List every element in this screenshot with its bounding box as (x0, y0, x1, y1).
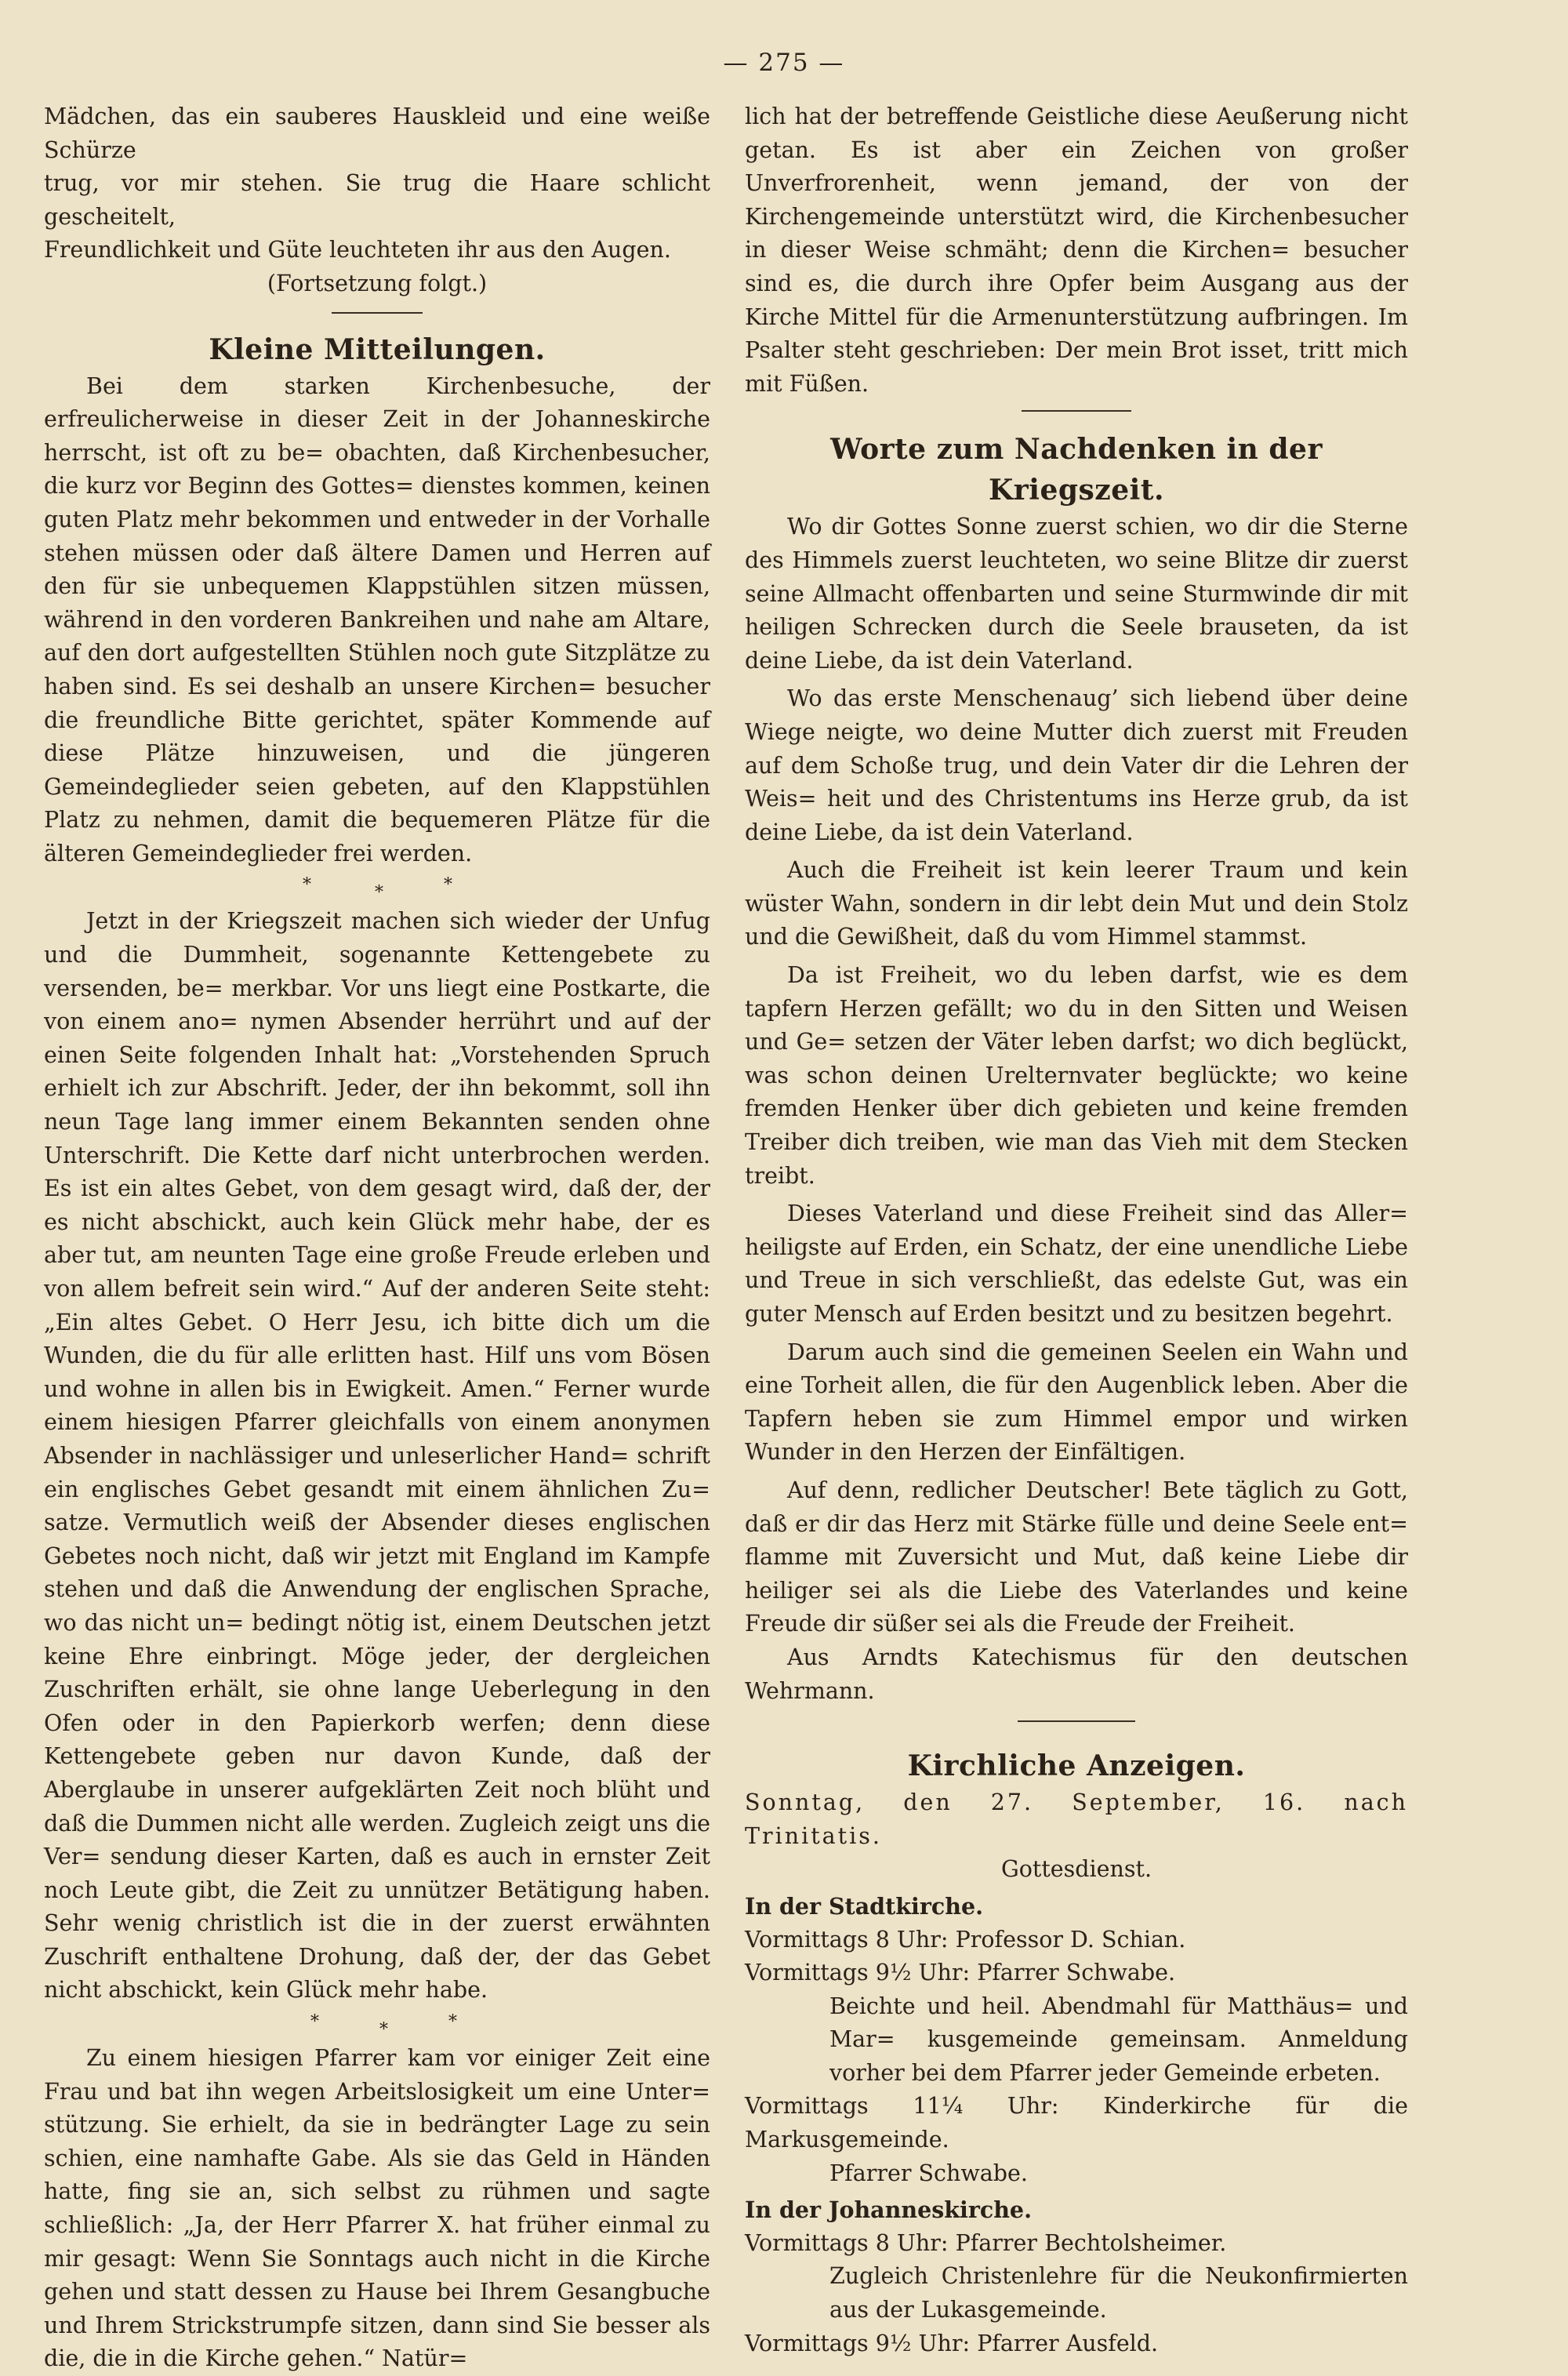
service-entry: Vormittags 8 Uhr: Professor D. Schian. (745, 1926, 1186, 1953)
article-chain-prayers: Jetzt in der Kriegszeit machen sich wieder der Unfug und die Dummheit, sogenannte Kettengebete zu versenden, be= merkbar. Vor uns liegt eine Postkarte, die von einem ano= nymen Absender herrührt und auf der einen Seite folgenden Inhalt hat: „Vorstehenden Spruch erhielt ich zur Abschrift. Jeder, der ihn bekommt, soll ihn neun Tage lang immer einem Bekannten senden ohne Unterschrift. Die Kette darf nicht unterbrochen werden. Es ist ein altes Gebet, von dem gesagt wird, daß der, der es nicht abschickt, auch kein Glück mehr habe, der es aber tut, am neunten Tage eine große Freude erleben und von allem befreit sein wird.“ Auf der anderen Seite steht: „Ein altes Gebet. O Herr Jesu, ich bitte dich um die Wunden, die du für alle erlitten hast. Hilf uns vom Bösen und wohne in allen bis in Ewigkeit. Amen.“ Ferner wurde einem hiesigen Pfarrer gleichfalls von einem anonymen Absender in nachlässiger und unleserlicher Hand= schrift ein englisches Gebet gesandt mit einem ähnlichen Zu= satze. Vermutlich weiß der Absender dieses englischen Gebetes noch nicht, daß wir jetzt mit England im Kampfe stehen und daß die Anwendung der englischen Sprache, wo das nicht un= bedingt nötig ist, einem Deutschen jetzt keine Ehre einbringt. Möge jeder, der dergleichen Zuschriften erhält, sie ohne lange Ueberlegung in den Ofen oder in den Papierkorb werfen; denn diese Kettengebete geben nur davon Kunde, daß der Aberglaube in unserer aufgeklärten Zeit noch blüht und daß die Dummen nicht alle werden. Zugleich zeigt uns die Ver= sendung dieser Karten, daß es auch in ernster Zeit noch Leute gibt, die Zeit zu unnützer Betätigung haben. Sehr wenig christlich ist die in der zuerst erwähnten Zuschrift enthaltene Drohung, daß der, der das Gebet nicht abschickt, kein Glück mehr habe. (44, 908, 711, 2004)
service-date: Sonntag, den 27. September, 16. nach Trinitatis. (745, 1789, 1408, 1849)
service-note: Zugleich Christenlehre für die Neukonfirmierten aus der Lukasgemeinde. (829, 2263, 1408, 2323)
service-label: Gottesdienst. (1000, 1856, 1152, 1883)
story-ending: Mädchen, das ein sauberes Hauskleid und eine weiße Schürze trug, vor mir stehen. Sie trug die Haare schlicht gescheitelt, Freundlichkeit und Güte leuchteten ihr aus den Augen. (44, 104, 710, 263)
right-column (745, 100, 1408, 2360)
section-divider (1022, 410, 1131, 412)
heading-kleine-mitteilungen: Kleine Mitteilungen. (209, 332, 546, 366)
paragraph-freiheit-2: Da ist Freiheit, wo du leben darfst, wie es dem tapfern Herzen gefällt; wo du in den Sitten und Weisen und Ge= setzen der Väter leben darfst; wo dich beglückt, was schon deinen Urelternvater beglückte; wo keine fremden Henker über dich gebieten und keine fremden Treiber dich treiben, wie man das Vieh mit dem Stecken treibt. (745, 962, 1409, 1189)
heading-worte-zum-nachdenken: Worte zum Nachdenken in der Kriegszeit. (830, 433, 1323, 507)
article-pastor-visit-continued: lich hat der betreffende Geistliche diese Aeußerung nicht getan. Es ist aber ein Zeichen von großer Unverfrorenheit, wenn jemand, der von der Kirchengemeinde unterstützt wird, die Kirchenbesucher in dieser Weise schmäht; denn die Kirchen= besucher sind es, die durch ihre Opfer beim Ausgang aus der Kirche Mittel für die Armenunterstützung aufbringen. Im Psalter steht geschrieben: Der mein Brot isset, tritt mich mit Füßen. (745, 104, 1409, 397)
continued-note: (Fortsetzung folgt.) (267, 270, 488, 296)
heading-kirchliche-anzeigen: Kirchliche Anzeigen. (907, 1749, 1246, 1783)
section-divider (332, 312, 423, 314)
service-note: Pfarrer Schwabe. (829, 2160, 1028, 2186)
service-entry: Vormittags 9½ Uhr: Pfarrer Ausfeld. (745, 2330, 1159, 2356)
service-note: Beichte und heil. Abendmahl für Matthäus= und Mar= kusgemeinde gemeinsam. Anmeldung vorher bei dem Pfarrer jeder Gemeinde erbeten. (829, 1993, 1409, 2086)
paragraph-redlicher-deutscher: Auf denn, redlicher Deutscher! Bete täglich zu Gott, daß er dir das Herz mit Stärke fülle und deine Seele ent= flamme mit Zuversicht und Mut, daß keine Liebe dir heiliger sei als die Liebe des Vaterlandes und keine Freude dir süßer sei als die Freude der Freiheit. (745, 1477, 1408, 1637)
location-stadtkirche: In der Stadtkirche. (745, 1892, 983, 1920)
paragraph-freiheit-1: Auch die Freiheit ist kein leerer Traum und kein wüster Wahn, sondern in dir lebt dein Mut und dein Stolz und die Gewißheit, daß du vom Himmel stammst. (745, 857, 1408, 950)
article-church-seating: Bei dem starken Kirchenbesuche, der erfreulicherweise in dieser Zeit in der Johanneskirche herrscht, ist oft zu be= obachten, daß Kirchenbesucher, die kurz vor Beginn des Gottes= dienstes kommen, keinen guten Platz mehr bekommen und entweder in der Vorhalle stehen müssen oder daß ältere Damen und Herren auf den für sie unbequemen Klappstühlen sitzen müssen, während in den vorderen Bankreihen und nahe am Altare, auf den dort aufgestellten Stühlen noch gute Sitzplätze zu haben sind. Es sei deshalb an unsere Kirchen= besucher die freundliche Bitte gerichtet, später Kommende auf diese Plätze hinzuweisen, und die jüngeren Gemeindeglieder seien gebeten, auf den Klappstühlen Platz zu nehmen, damit die bequemeren Plätze für die älteren Gemeindeglieder frei werden. (44, 372, 711, 866)
left-column (44, 100, 710, 2376)
paragraph-gemeine-seelen: Darum auch sind die gemeinen Seelen ein Wahn und eine Torheit allen, die für den Augenblick leben. Aber die Tapfern heben sie zum Himmel empor und wirken Wunder in den Herzen der Einfältigen. (745, 1339, 1408, 1466)
paragraph-vaterland-2: Wo das erste Menschenaug’ sich liebend über deine Wiege neigte, wo deine Mutter dich zuerst mit Freuden auf dem Schoße trug, und dein Vater dir die Lehren der Weis= heit und des Christentums ins Herze grub, da ist deine Liebe, da ist dein Vaterland. (745, 685, 1409, 845)
service-entry: Vormittags 8 Uhr: Pfarrer Bechtolsheimer. (745, 2229, 1227, 2256)
asterism-separator: * * * (303, 875, 452, 903)
service-entry: Vormittags 9½ Uhr: Pfarrer Schwabe. (745, 1960, 1176, 1986)
asterism-separator: * * * (310, 2012, 457, 2040)
location-johanneskirche: In der Johanneskirche. (745, 2196, 1032, 2224)
paragraph-vaterland-1: Wo dir Gottes Sonne zuerst schien, wo dir die Sterne des Himmels zuerst leuchteten, wo seine Blitze dir zuerst seine Allmacht offenbarten und seine Sturmwinde dir mit heiligen Schrecken durch die Seele brauseten, da ist deine Liebe, da ist dein Vaterland. (745, 514, 1409, 674)
service-entry: Vormittags 11¼ Uhr: Kinderkirche für die Markusgemeinde. (745, 2093, 1408, 2153)
page-number: — 275 — (723, 49, 845, 77)
source-attribution: Aus Arndts Katechismus für den deutschen Wehrmann. (745, 1644, 1408, 1704)
article-pastor-visit: Zu einem hiesigen Pfarrer kam vor einiger Zeit eine Frau und bat ihn wegen Arbeitslosigkeit um eine Unter= stützung. Sie erhielt, da sie in bedrängter Lage zu sein schien, eine namhafte Gabe. Als sie das Geld in Händen hatte, fing sie an, sich selbst zu rühmen und sagte schließlich: „Ja, der Herr Pfarrer X. hat früher einmal zu mir gesagt: Wenn Sie Sonntags auch nicht in die Kirche gehen und statt dessen zu Hause bei Ihrem Gesangbuche und Ihrem Strickstrumpfe sitzen, dann sind Sie besser als die, die in die Kirche gehen.“ Natür= (44, 2045, 711, 2372)
paragraph-allerheiligste: Dieses Vaterland und diese Freiheit sind das Aller= heiligste auf Erden, ein Schatz, der eine unendliche Liebe und Treue in sich verschließt, das edelste Gut, was ein guter Mensch auf Erden besitzt und zu besitzen begehrt. (745, 1201, 1408, 1327)
section-divider (1018, 1720, 1135, 1722)
